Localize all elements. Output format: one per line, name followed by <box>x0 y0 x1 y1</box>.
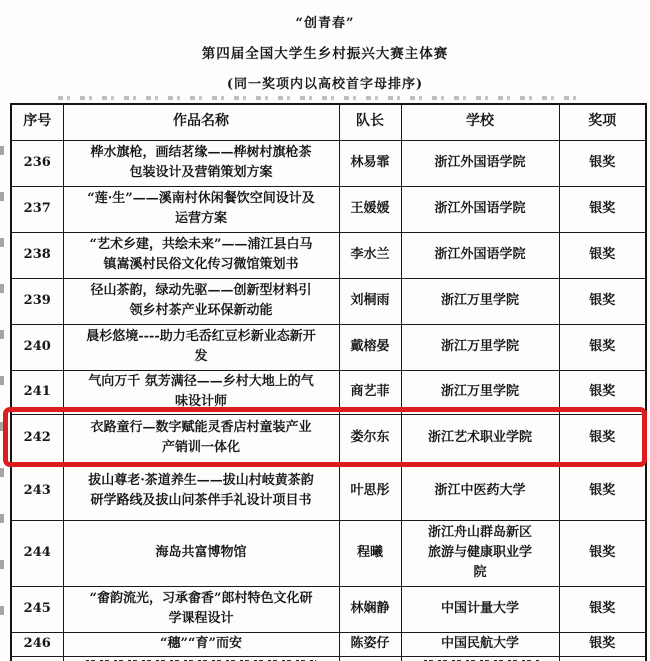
document-subtitle: (同一奖项内以高校首字母排序) <box>226 77 424 92</box>
cell-award: 银奖 <box>559 586 646 632</box>
table-row-246 <box>11 632 646 656</box>
table-header-row <box>11 104 646 140</box>
cell-school: 浙江中医药大学 <box>401 462 559 520</box>
cell-title: 桦水旗枪，画结茗缘——桦树村旗枪茶包装设计及营销策划方案 <box>63 140 339 186</box>
cell-no: 236 <box>11 140 63 186</box>
cell-school: 浙江舟山群岛新区旅游与健康职业学院 <box>401 520 559 586</box>
cell-school: 中国民航大学 <box>401 632 559 656</box>
cell-title: 拔山尊老·茶道养生——拔山村岐黄茶韵研学路线及拔山问茶伴手礼设计项目书 <box>63 462 339 520</box>
cell-leader: 林易霏 <box>339 140 401 186</box>
cell-leader: 叶思彤 <box>339 462 401 520</box>
cell-award: 银奖 <box>559 232 646 278</box>
col-header-school: 学校 <box>401 104 559 140</box>
cutoff-text-smudge <box>58 96 578 100</box>
cell-title: “莲·生”——溪南村休闲餐饮空间设计及运营方案 <box>63 186 339 232</box>
cell-school: 中国计量大学 <box>401 586 559 632</box>
cell-no: 241 <box>11 370 63 414</box>
cell-school: 浙江外国语学院 <box>401 232 559 278</box>
cell-award: 银奖 <box>559 462 646 520</box>
award-table <box>10 103 647 661</box>
cell-leader: 陈姿仔 <box>339 632 401 656</box>
cell-school-clipped <box>401 656 559 661</box>
cell-school: 浙江艺术职业学院 <box>401 414 559 462</box>
cell-no: 244 <box>11 520 63 586</box>
table-row-245 <box>11 586 646 632</box>
cell-award: 银奖 <box>559 632 646 656</box>
cell-title: “艺术乡建，共绘未来”——浦江县白马镇嵩溪村民俗文化传习微馆策划书 <box>63 232 339 278</box>
cell-no: 243 <box>11 462 63 520</box>
cell-no: 245 <box>11 586 63 632</box>
cell-title: 气向万千 氛芳满径——乡村大地上的气味设计师 <box>63 370 339 414</box>
cell-leader: 林娴静 <box>339 586 401 632</box>
table-row-partial-clipped <box>11 656 646 661</box>
table-row-240 <box>11 324 646 370</box>
cell-leader: 商艺菲 <box>339 370 401 414</box>
cell-no: 238 <box>11 232 63 278</box>
col-header-leader: 队长 <box>339 104 401 140</box>
cell-no <box>11 656 63 661</box>
scan-edge-artifacts <box>0 146 4 651</box>
document-title-quote: “创青春” <box>295 16 355 31</box>
table-row-244 <box>11 520 646 586</box>
col-header-no: 序号 <box>11 104 63 140</box>
cell-leader <box>339 656 401 661</box>
cell-school: 浙江万里学院 <box>401 324 559 370</box>
cell-award: 银奖 <box>559 414 646 462</box>
cell-leader: 戴榕晏 <box>339 324 401 370</box>
table-row-241 <box>11 370 646 414</box>
cell-school: 浙江万里学院 <box>401 278 559 324</box>
table-row-237 <box>11 186 646 232</box>
cell-leader: 李水兰 <box>339 232 401 278</box>
cell-no: 242 <box>11 414 63 462</box>
col-header-title: 作品名称 <box>63 104 339 140</box>
cell-school: 浙江外国语学院 <box>401 186 559 232</box>
cell-title: 径山茶韵，绿动先驱——创新型材料引领乡村茶产业环保新动能 <box>63 278 339 324</box>
table-row-239 <box>11 278 646 324</box>
col-header-award: 奖项 <box>559 104 646 140</box>
cell-school: 浙江万里学院 <box>401 370 559 414</box>
document-title-main: 第四届全国大学生乡村振兴大赛主体赛 <box>201 46 449 62</box>
cell-award <box>559 656 646 661</box>
cell-no: 246 <box>11 632 63 656</box>
cell-school: 浙江外国语学院 <box>401 140 559 186</box>
cell-award: 银奖 <box>559 370 646 414</box>
cell-title: “穗”“育”而安 <box>63 632 339 656</box>
cell-leader: 娄尔东 <box>339 414 401 462</box>
cell-title-clipped <box>63 656 339 661</box>
cell-award: 银奖 <box>559 140 646 186</box>
cell-title: 衣路童行—数字赋能灵香店村童装产业产销训一体化 <box>63 414 339 462</box>
cell-no: 239 <box>11 278 63 324</box>
cell-title: “畲韵流光，习承畲香”郎村特色文化研学课程设计 <box>63 586 339 632</box>
cell-no: 237 <box>11 186 63 232</box>
table-row-242-highlighted <box>11 414 646 462</box>
table-row-236 <box>11 140 646 186</box>
table-row-243 <box>11 462 646 520</box>
table-row-238 <box>11 232 646 278</box>
cell-leader: 程曦 <box>339 520 401 586</box>
cell-leader: 刘桐雨 <box>339 278 401 324</box>
cell-leader: 王媛媛 <box>339 186 401 232</box>
cell-award: 银奖 <box>559 278 646 324</box>
cell-title: 晨杉悠境----助力毛岙红豆杉新业态新开发 <box>63 324 339 370</box>
cell-title: 海岛共富博物馆 <box>63 520 339 586</box>
cell-award: 银奖 <box>559 520 646 586</box>
cell-no: 240 <box>11 324 63 370</box>
cell-award: 银奖 <box>559 324 646 370</box>
cell-award: 银奖 <box>559 186 646 232</box>
